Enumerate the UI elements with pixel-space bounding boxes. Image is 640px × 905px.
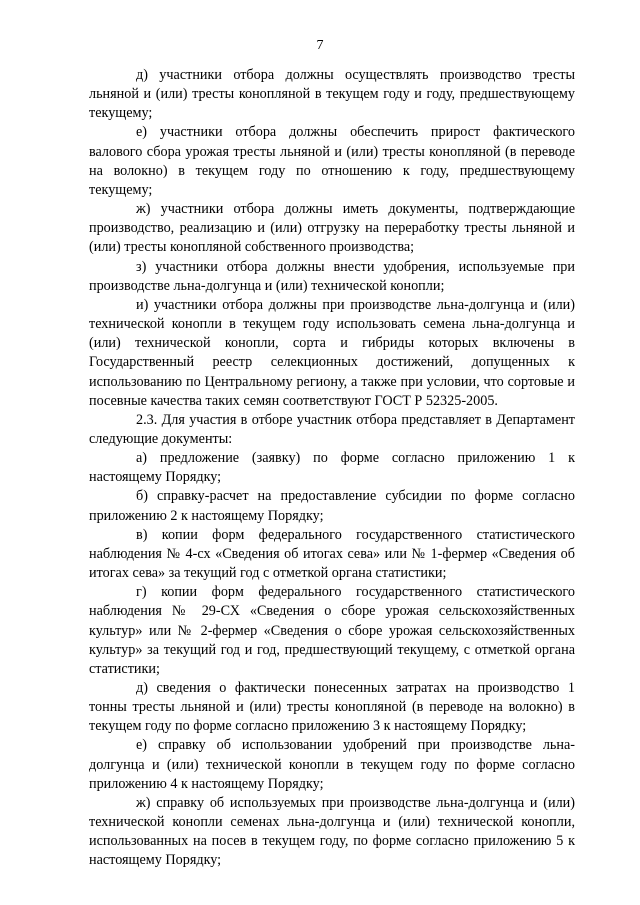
paragraph-i-seeds: и) участники отбора должны при производстве льна-долгунца и (или) технической конопли в текущем году использовать семена льна-долгунца и (или) технической конопли, сорта и гибриды которых включены в Государственный реестр селекционных достижений, допущенных к использованию по Центральному региону, а также при условии, что сортовые и посевные качества таких семян соответствуют ГОСТ Р 52325-2005. [89,296,575,409]
paragraph-a-application: а) предложение (заявку) по форме согласно приложению 1 к настоящему Порядку; [89,450,575,486]
paragraph-zh-seeds-report: ж) справку об используемых при производстве льна-долгунца и (или) технической конопли семенах льна-долгунца и (или) технической конопли, использованных на посев в текущем году, по форме согласно приложению 5 к настоящему Порядку; [89,794,575,869]
paragraph-v-sowing-forms: в) копии форм федерального государственного статистического наблюдения № 4-сх «Сведения об итогах сева» или № 1-фермер «Сведения об итогах сева» за текущий год с отметкой органа статистики; [89,526,575,582]
paragraph-e-harvest-growth: е) участники отбора должны обеспечить прирост фактического валового сбора урожая тресты льняной и (или) тресты конопляной (в переводе на волокно) в текущем году по отношению к году, предшествующему текущему; [89,124,575,198]
paragraph-b-calculation: б) справку-расчет на предоставление субсидии по форме согласно приложению 2 к настоящему Порядку; [89,488,575,524]
document-body [89,66,575,871]
paragraph-z-fertilizers: з) участники отбора должны внести удобрения, используемые при производстве льна-долгунца и (или) технической конопли; [89,258,575,294]
paragraph-d-costs: д) сведения о фактически понесенных затратах на производство 1 тонны тресты льняной и (или) тресты конопляной (в переводе на волокно) в текущем году по форме согласно приложению 3 к настоящему Порядку; [89,680,575,735]
paragraph-zh-documents: ж) участники отбора должны иметь документы, подтверждающие производство, реализацию и (или) отгрузку на переработку тресты льняной и (или) тресты конопляной собственного производства; [89,201,575,256]
paragraph-2-3-documents-list: 2.3. Для участия в отборе участник отбора представляет в Департамент следующие документы: [89,411,575,447]
paragraph-d-production: д) участники отбора должны осуществлять производство тресты льняной и (или) тресты конопляной в текущем году и году, предшествующему текущему; [89,67,575,122]
page-number: 7 [316,38,324,53]
paragraph-e-fertilizer-report: е) справку об использовании удобрений при производстве льна-долгунца и (или) технической конопли в текущем году по форме согласно приложению 4 к настоящему Порядку; [89,737,575,792]
paragraph-g-harvest-forms: г) копии форм федерального государственного статистического наблюдения № 29-СХ «Сведения о сборе урожая сельскохозяйственных культур» или № 2-фермер «Сведения о сборе урожая сельскохозяйственных культур» за текущий год и год, предшествующий текущему, с отметкой органа статистики; [89,584,575,677]
